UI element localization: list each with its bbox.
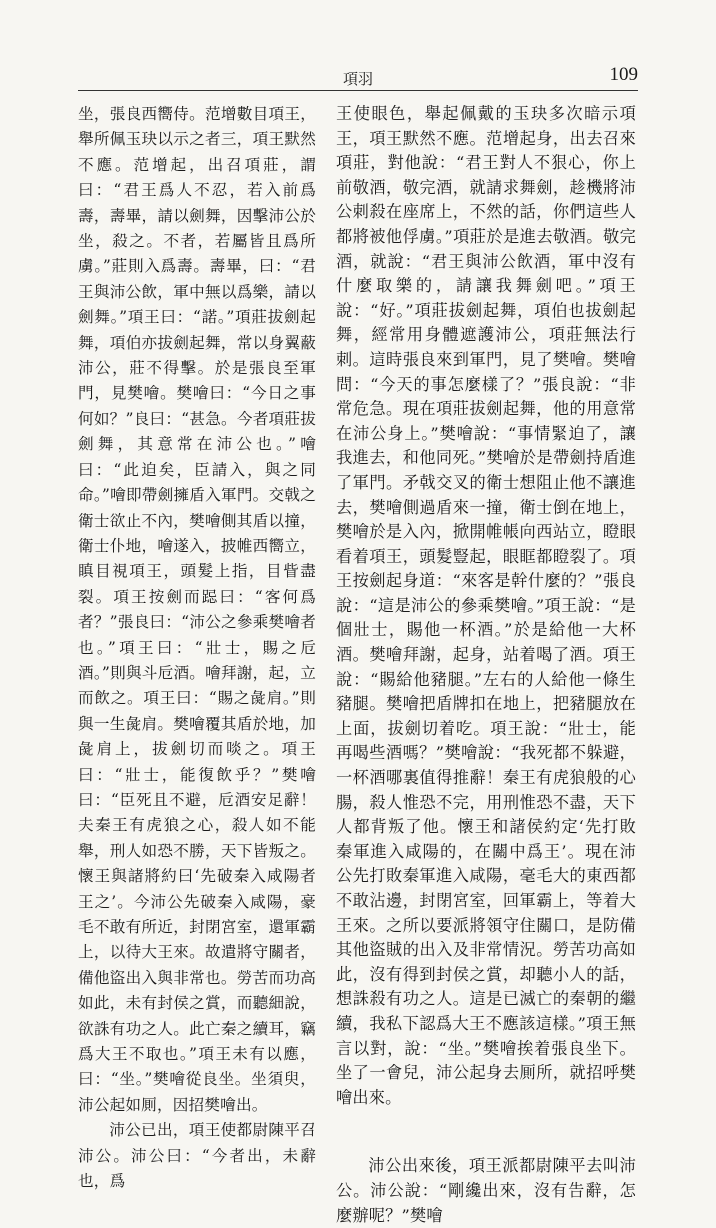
right-column-translation xyxy=(336,102,636,1228)
right-paragraph-1: 王使眼色，舉起佩戴的玉玦多次暗示項王，項王默然不應。范增起身，出去召來項莊，對他說：“君王對人不狠心，你上前敬酒，敬完酒，就請求舞劍，趁機將沛公刺殺在座席上，不然的話，你們這些人都將被他俘虜。”項莊於是進去敬酒。敬完酒，就說：“君王與沛公飲酒，軍中沒有什麼取樂的，請讓我舞劍吧。”項王說：“好。”項莊拔劍起舞，項伯也拔劍起舞，經常用身體遮護沛公，項莊無法行刺。這時張良來到軍門，見了樊噲。樊噲問：“今天的事怎麼樣了？”張良說：“非常危急。現在項莊拔劍起舞，他的用意常在沛公身上。”樊噲說：“事情緊迫了，讓我進去，和他同死。”樊噲於是帶劍持盾進了軍門。矛戟交叉的衛士想阻止他不讓進去，樊噲側過盾來一撞，衛士倒在地上，樊噲於是入內，掀開帷帳向西站立，瞪眼看着項王，頭髮豎起，眼眶都瞪裂了。項王按劍起身道：“來客是幹什麼的？”張良說：“這是沛公的參乘樊噲。”項王說：“是個壯士，賜他一杯酒。”於是給他一大杯酒。樊噲拜謝，起身，站着喝了酒。項王說：“賜給他豬腿。”左右的人給他一條生豬腿。樊噲把盾牌扣在地上，把豬腿放在上面，拔劍切着吃。項王說：“壯士，能再喝些酒嗎？”樊噲說：“我死都不躲避，一杯酒哪裏值得推辭！秦王有虎狼般的心腸，殺人惟恐不完，用刑惟恐不盡，天下人都背叛了他。懷王和諸侯約定‘先打敗秦軍進入咸陽的，在關中爲王’。現在沛公先打敗秦軍進入咸陽，毫毛大的東西都不敢沾邊，封閉宮室，回軍霸上，等着大王來。之所以要派將領守住關口，是防備其他盜賊的出入及非常情況。勞苦功高如此，沒有得到封侯之賞，却聽小人的話，想誅殺有功之人。這是已滅亡的秦朝的繼續，我私下認爲大王不應該這樣。”項王無言以對，說：“坐。”樊噲挨着張良坐下。坐了一會兒，沛公起身去厠所，就招呼樊噲出來。 xyxy=(336,104,636,1107)
left-paragraph-1: 坐，張良西嚮侍。范增數目項王，舉所佩玉玦以示之者三，項王默然不應。范增起，出召項莊，謂曰：“君王爲人不忍，若入前爲壽，壽畢，請以劍舞，因擊沛公於坐，殺之。不者，若屬皆且爲所虜。”莊則入爲壽。壽畢，曰：“君王與沛公飲，軍中無以爲樂，請以劍舞。”項王曰：“諾。”項莊拔劍起舞，項伯亦拔劍起舞，常以身翼蔽沛公，莊不得擊。於是張良至軍門，見樊噲。樊噲曰：“今日之事何如？”良曰：“甚急。今者項莊拔劍舞，其意常在沛公也。”噲曰：“此迫矣，臣請入，與之同命。”噲即帶劍擁盾入軍門。交戟之衛士欲止不內，樊噲側其盾以撞，衛士仆地，噲遂入，披帷西嚮立，瞋目視項王，頭髮上指，目眥盡裂。項王按劍而跽曰：“客何爲者？”張良曰：“沛公之參乘樊噲者也。”項王曰：“壯士，賜之卮酒。”則與斗卮酒。噲拜謝，起，立而飲之。項王曰：“賜之彘肩。”則與一生彘肩。樊噲覆其盾於地，加彘肩上，拔劍切而啖之。項王曰：“壯士，能復飲乎？”樊噲曰：“臣死且不避，卮酒安足辭！夫秦王有虎狼之心，殺人如不能舉，刑人如恐不勝，天下皆叛之。懷王與諸將約曰‘先破秦入咸陽者王之’。今沛公先破秦入咸陽，豪毛不敢有所近，封閉宮室，還軍霸上，以待大王來。故遣將守關者，備他盜出入與非常也。勞苦而功高如此，未有封侯之賞，而聽細說，欲誅有功之人。此亡秦之續耳，竊爲大王不取也。”項王未有以應，曰：“坐。”樊噲從良坐。坐須臾，沛公起如厠，因招樊噲出。 xyxy=(78,105,316,1114)
header-rule xyxy=(78,90,638,91)
page-number: 109 xyxy=(609,64,638,85)
left-column-classical-text xyxy=(78,102,316,1194)
left-paragraph-2: 沛公已出，項王使都尉陳平召沛公。沛公曰：“今者出，未辭也，爲 xyxy=(78,1121,316,1191)
page-header xyxy=(78,62,638,92)
right-paragraph-2: 沛公出來後，項王派都尉陳平去叫沛公。沛公說：“剛纔出來，沒有告辭，怎麼辦呢？”樊噲 xyxy=(336,1156,636,1225)
running-title: 項羽 xyxy=(342,70,373,88)
